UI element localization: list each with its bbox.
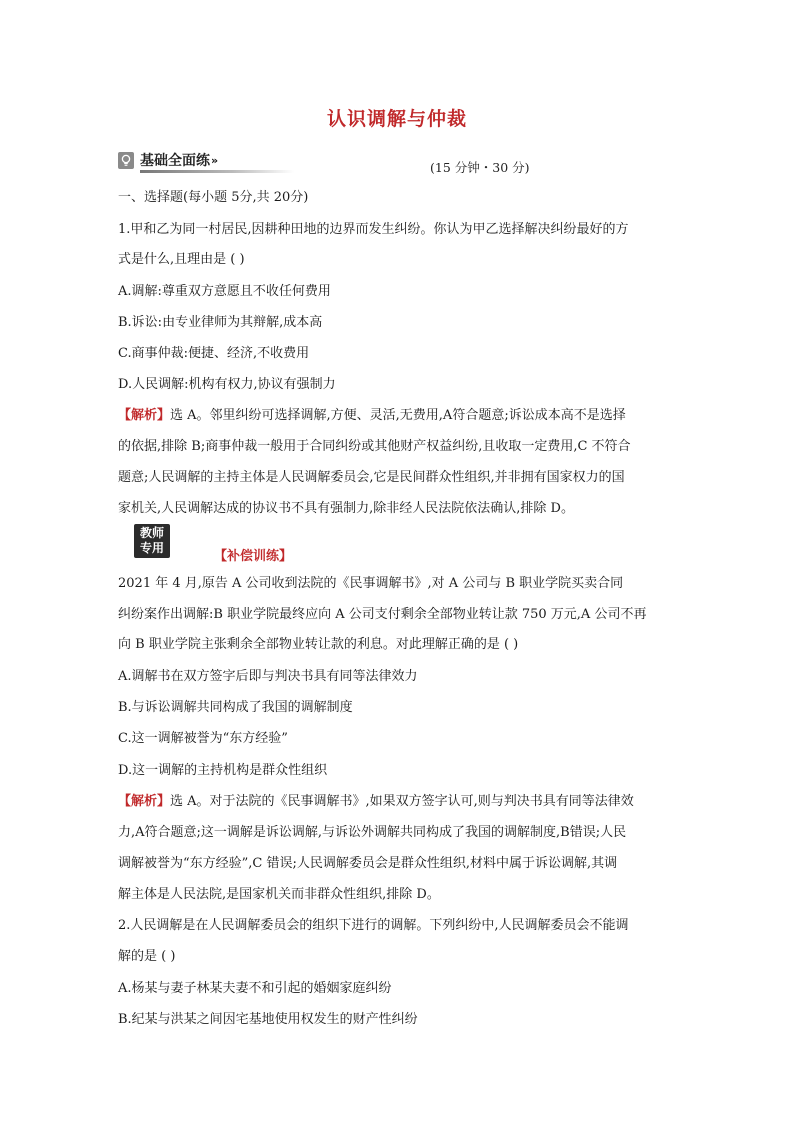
lightbulb-icon [118,152,134,169]
line-text: 选 A。邻里纠纷可选择调解,方便、灵活,无费用,A符合题意;诉讼成本高不是选择 [170,408,626,423]
text-line [118,919,629,932]
text-line [118,502,574,515]
teacher-only-badge [134,524,170,558]
text-line [118,638,518,651]
line-text: 一、选择题(每小题 5分,共 20分) [118,190,309,205]
section-arrow: » [211,153,219,167]
line-text: B.与诉讼调解共同构成了我国的调解制度 [118,700,353,715]
analysis-tag: 【解析】 [118,408,171,423]
line-text: 的依据,排除 B;商事仲裁一般用于合同纠纷或其他财产权益纠纷,且收取一定费用,C 不符合 [118,439,631,454]
text-line [118,857,617,870]
line-text: 向 B 职业学院主张剩余全部物业转让款的利息。对此理解正确的是 ( ) [118,637,519,652]
text-line [118,285,331,298]
line-text: 力,A符合题意;这一调解是诉讼调解,与诉讼外调解共同构成了我国的调解制度,B错误;人民 [118,825,627,840]
page-title: 认识调解与仲裁 [326,108,467,130]
text-line [118,826,626,839]
line-text: 选 A。对于法院的《民事调解书》,如果双方签字认可,则与判决书具有同等法律效 [170,794,634,809]
badge-line-1: 教师 [139,526,164,540]
line-text: A.杨某与妻子林某夫妻不和引起的婚姻家庭纠纷 [118,981,392,996]
text-line [118,950,175,963]
line-text: B.诉讼:由专业律师为其辩解,成本高 [118,315,323,330]
text-line [118,347,309,360]
text-line [118,764,327,777]
line-text: D.这一调解的主持机构是群众性组织 [118,763,328,778]
text-line [118,316,322,329]
line-text: 2021 年 4 月,原告 A 公司收到法院的《民事调解书》,对 A 公司与 B 职业学院买卖合同 [118,576,624,591]
text-line [118,253,245,266]
line-text: C.这一调解被誉为“东方经验” [118,731,288,746]
text-line [118,378,336,391]
line-text: 式是什么,且理由是 ( ) [118,252,245,267]
text-line [118,223,629,236]
analysis-tag: 【解析】 [118,794,171,809]
analysis-line [118,409,626,422]
line-text: 1.甲和乙为同一村居民,因耕种田地的边界而发生纠纷。你认为甲乙选择解决纠纷最好的方 [118,222,629,237]
text-line [118,440,631,453]
text-line [118,982,392,995]
text-line [118,1013,418,1026]
section-underline [140,170,294,173]
text-line [118,888,440,901]
text-line [118,471,625,484]
line-text: 解的是 ( ) [118,949,176,964]
line-text: 调解被誉为“东方经验”,C 错误;人民调解委员会是群众性组织,材料中属于诉讼调解,其调 [118,856,618,871]
line-text: D.人民调解:机构有权力,协议有强制力 [118,377,336,392]
line-text: 解主体是人民法院,是国家机关而非群众性组织,排除 D。 [118,887,440,902]
text-line [118,670,418,683]
text-line [118,701,353,714]
section-banner [118,150,294,170]
line-text: 纠纷案作出调解:B 职业学院最终应向 A 公司支付剩余全部物业转让款 750 万元,A 公司不再 [118,607,647,622]
text-line [118,191,308,204]
line-text: 2.人民调解是在人民调解委员会的组织下进行的调解。下列纠纷中,人民调解委员会不能调 [118,918,629,933]
line-text: A.调解书在双方签字后即与判决书具有同等法律效力 [118,669,418,684]
supplement-title: 【补偿训练】 [214,549,293,564]
line-text: C.商事仲裁:便捷、经济,不收费用 [118,346,310,361]
line-text: 题意;人民调解的主持主体是人民调解委员会,它是民间群众性组织,并非拥有国家权力的国 [118,470,625,485]
line-text: A.调解:尊重双方意愿且不收任何费用 [118,284,331,299]
line-text: 家机关,人民调解达成的协议书不具有强制力,除非经人民法院依法确认,排除 D。 [118,501,574,516]
analysis-line [118,795,634,808]
section-name: 基础全面练 [140,153,210,169]
text-line [118,577,623,590]
line-text: B.纪某与洪某之间因宅基地使用权发生的财产性纠纷 [118,1012,418,1027]
badge-line-2: 专用 [139,541,164,555]
text-line [118,732,288,745]
text-line [118,608,646,621]
section-timing: (15 分钟・30 分) [430,160,530,175]
